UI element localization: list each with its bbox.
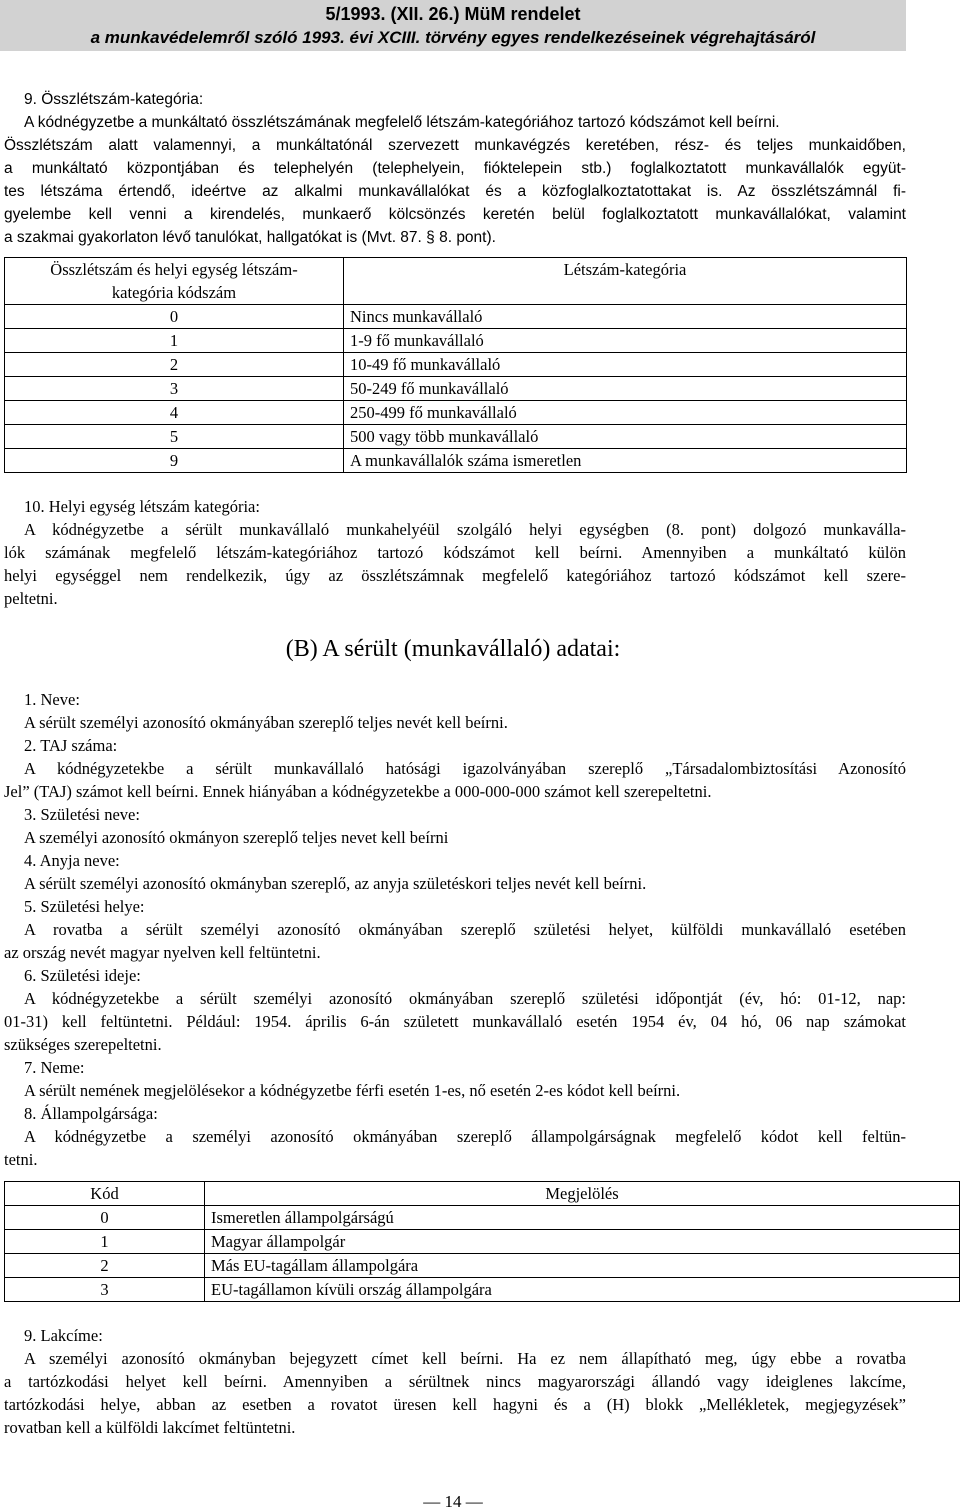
- item-9-line-4: rovatban kell a külföldi lakcímet feltüntetni.: [4, 1418, 296, 1437]
- table-cell-code: 2: [5, 1254, 205, 1278]
- table-cell-code: 2: [5, 353, 344, 377]
- table-row: [5, 1254, 960, 1278]
- table-cell-label: Ismeretlen állampolgárságú: [205, 1206, 960, 1230]
- section-9-line-4: tes létszáma értendő, ideértve az alkalmi munkavállalókat és a közfoglalkoztatottakat is. Az összlétszámnál fi-: [4, 183, 906, 200]
- item-5-title: 5. Születési helye:: [24, 897, 145, 916]
- item-6-title: 6. Születési ideje:: [24, 966, 141, 985]
- table-cell-code: 0: [5, 305, 344, 329]
- page-header: [0, 0, 906, 51]
- section-9-title: 9. Összlétszám-kategória:: [24, 91, 204, 108]
- table-cell-code: 9: [5, 449, 344, 473]
- table-cell-label: 1-9 fő munkavállaló: [344, 329, 907, 353]
- item-6-line-3: szükséges szerepeltetni.: [4, 1035, 162, 1054]
- table-cell-label: Nincs munkavállaló: [344, 305, 907, 329]
- table-cell-code: 5: [5, 425, 344, 449]
- item-4-text: A sérült személyi azonosító okmányban szereplő, az anyja születéskori teljes nevét kell beírni.: [24, 874, 647, 893]
- table-cell-label: 500 vagy több munkavállaló: [344, 425, 907, 449]
- item-9-title: 9. Lakcíme:: [24, 1326, 103, 1345]
- table-header-category: Létszám-kategória: [344, 258, 907, 305]
- table-cell-label: 50-249 fő munkavállaló: [344, 377, 907, 401]
- item-7-title: 7. Neme:: [24, 1058, 85, 1077]
- header-title: 5/1993. (XII. 26.) MüM rendelet: [325, 4, 581, 24]
- item-5-line-2: az ország nevét magyar nyelven kell feltüntetni.: [4, 943, 321, 962]
- table-row: [5, 353, 907, 377]
- section-9-line-2: Összlétszám alatt valamennyi, a munkáltatónál szervezett munkavégzés keretében, rész- és teljes munkaidőben,: [4, 137, 906, 154]
- section-9-line-1: A kódnégyzetbe a munkáltató összlétszámának megfelelő létszám-kategóriához tartozó kódszámot kell beírni.: [24, 114, 780, 131]
- table-header-code: [5, 258, 344, 305]
- item-2-line-2: Jel” (TAJ) számot kell beírni. Ennek hiányában a kódnégyzetekbe a 000-000-000 számot kell szerepeltetni.: [4, 782, 712, 801]
- table-cell-code: 3: [5, 1278, 205, 1302]
- item-6-line-2: 01-31) kell feltüntetni. Például: 1954. április 6-án született munkavállaló esetén 1954 év, 04 hó, 06 nap számokat: [4, 1012, 906, 1031]
- table-cell-label: 10-49 fő munkavállaló: [344, 353, 907, 377]
- table-row: [5, 305, 907, 329]
- table-cell-label: 250-499 fő munkavállaló: [344, 401, 907, 425]
- table-cell-code: 4: [5, 401, 344, 425]
- item-7-text: A sérült nemének megjelölésekor a kódnégyzetbe férfi esetén 1-es, nő esetén 2-es kódot kell beírni.: [24, 1081, 681, 1100]
- table-cell-code: 0: [5, 1206, 205, 1230]
- table-cell-label: A munkavállalók száma ismeretlen: [344, 449, 907, 473]
- table-row: [5, 377, 907, 401]
- item-1-text: A sérült személyi azonosító okmányában szereplő teljes nevét kell beírni.: [24, 713, 508, 732]
- headcount-category-table: [4, 257, 907, 473]
- table-header-code: Kód: [5, 1182, 205, 1206]
- table-row: [5, 1206, 960, 1230]
- item-3-title: 3. Születési neve:: [24, 805, 140, 824]
- item-2-title: 2. TAJ száma:: [24, 736, 118, 755]
- item-8-line-2: tetni.: [4, 1150, 38, 1169]
- table-cell-code: 3: [5, 377, 344, 401]
- page-number: — 14 —: [423, 1492, 483, 1511]
- table-cell-label: Más EU-tagállam állampolgára: [205, 1254, 960, 1278]
- table-cell-code: 1: [5, 1230, 205, 1254]
- item-8-title: 8. Állampolgársága:: [24, 1104, 158, 1123]
- table-header-row: [5, 258, 907, 305]
- item-1-title: 1. Neve:: [24, 690, 80, 709]
- item-2-line-1: A kódnégyzetekbe a sérült munkavállaló hatósági igazolványában szereplő „Társadalombiztosítási Azonosító: [24, 759, 906, 778]
- citizenship-code-table: [4, 1181, 960, 1302]
- item-9-line-1: A személyi azonosító okmányban bejegyzett címet kell beírni. Ha ez nem állapítható meg, úgy ebbe a rovatba: [24, 1349, 906, 1368]
- section-9-line-6: a szakmai gyakorlaton lévő tanulókat, hallgatókat is (Mvt. 87. § 8. pont).: [4, 229, 496, 246]
- section-10-line-4: peltetni.: [4, 589, 58, 608]
- table-header-code-line-1: Összlétszám és helyi egység létszám-: [50, 260, 298, 279]
- table-row: [5, 401, 907, 425]
- table-row: [5, 1278, 960, 1302]
- table-cell-code: 1: [5, 329, 344, 353]
- section-9-line-5: gyelembe kell venni a kirendelés, munkaerő kölcsönzés keretén belül foglalkoztatott munkavállalókat, valamint: [4, 206, 906, 223]
- section-10-title: 10. Helyi egység létszám kategória:: [24, 497, 260, 516]
- table-row: [5, 329, 907, 353]
- table-header-label: Megjelölés: [205, 1182, 960, 1206]
- header-subtitle: a munkavédelemről szóló 1993. évi XCIII. törvény egyes rendelkezéseinek végrehajtásáról: [90, 28, 816, 47]
- section-10-line-3: helyi egységgel nem rendelkezik, úgy az összlétszámnak megfelelő kategóriához tartozó kódszámot kell szere-: [4, 566, 906, 585]
- table-header-code-line-2: kategória kódszám: [111, 283, 237, 302]
- table-row: [5, 1230, 960, 1254]
- table-row: [5, 425, 907, 449]
- item-6-line-1: A kódnégyzetekbe a sérült személyi azonosító okmányában szereplő születési időpontját (év, hó: 01-12, nap:: [24, 989, 906, 1008]
- section-10-line-1: A kódnégyzetbe a sérült munkavállaló munkahelyéül szolgáló helyi egységben (8. pont) dolgozó munkaválla-: [24, 520, 906, 539]
- item-9-line-2: a tartózkodási helyet kell beírni. Amennyiben a sérültnek nincs magyarországi állandó vagy ideiglenes lakcíme,: [4, 1372, 906, 1391]
- table-cell-label: EU-tagállamon kívüli ország állampolgára: [205, 1278, 960, 1302]
- section-9-line-3: a munkáltató központjában és telephelyén (telephelyein, fióktelepein stb.) foglalkoztatott munkavállalók együt-: [4, 160, 906, 177]
- item-8-line-1: A kódnégyzetbe a személyi azonosító okmányában szereplő állampolgárságnak megfelelő kódot kell feltün-: [24, 1127, 906, 1146]
- item-5-line-1: A rovatba a sérült személyi azonosító okmányában szereplő születési helyet, külföldi munkavállaló esetében: [24, 920, 906, 939]
- table-header-row: [5, 1182, 960, 1206]
- item-4-title: 4. Anyja neve:: [24, 851, 120, 870]
- table-row: [5, 449, 907, 473]
- item-3-text: A személyi azonosító okmányon szereplő teljes nevet kell beírni: [24, 828, 449, 847]
- table-cell-label: Magyar állampolgár: [205, 1230, 960, 1254]
- section-b-title: (B) A sérült (munkavállaló) adatai:: [285, 636, 621, 662]
- section-10-line-2: lók számának megfelelő létszám-kategóriához tartozó kódszámot kell beírni. Amennyiben a munkáltató külön: [4, 543, 906, 562]
- item-9-line-3: tartózkodási helye, abban az esetben a rovatot üresen kell hagyni és a (H) blokk „Mellékletek, megjegyzések”: [4, 1395, 906, 1414]
